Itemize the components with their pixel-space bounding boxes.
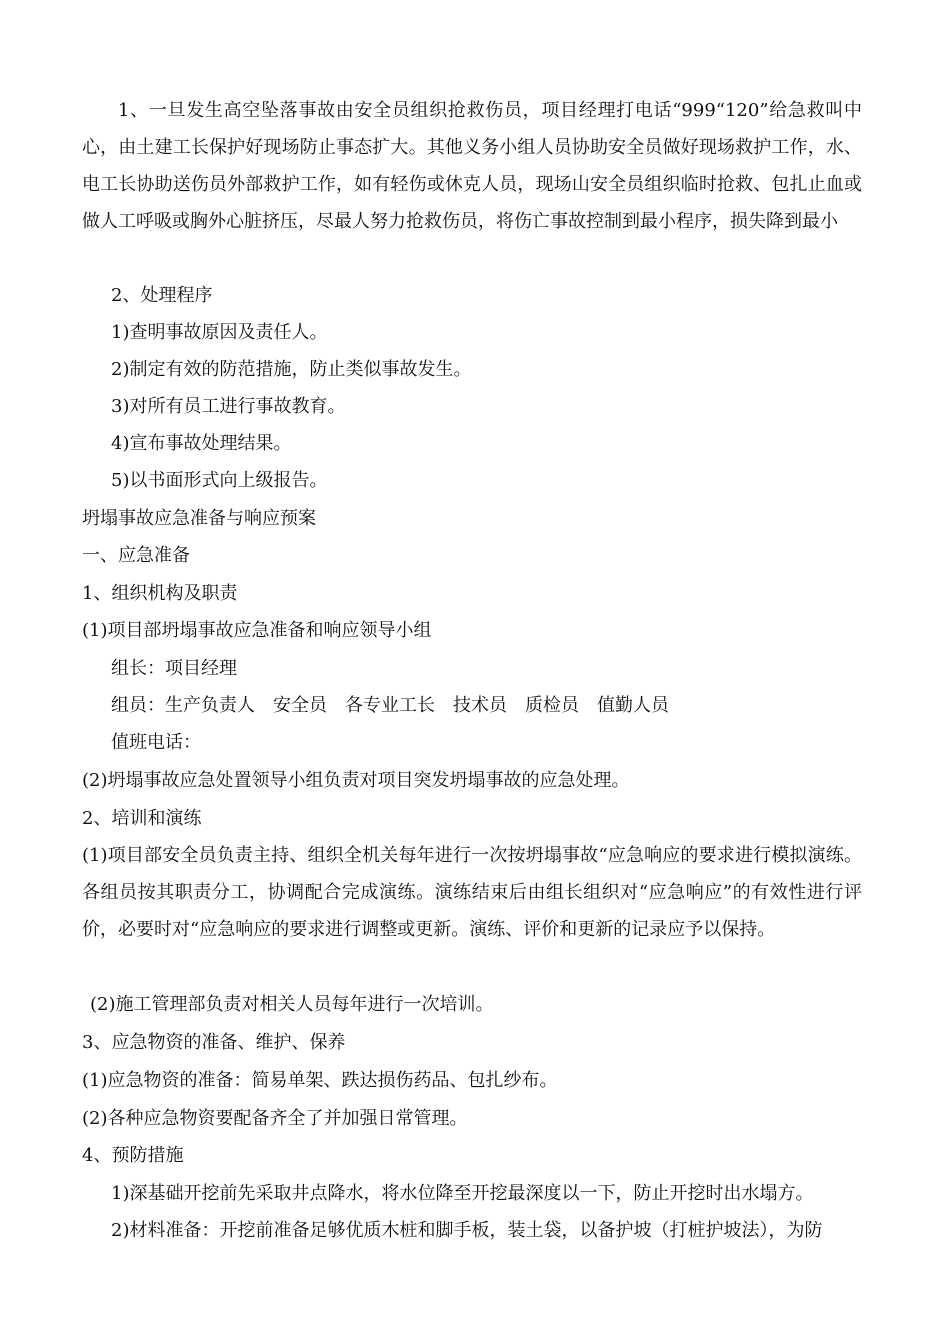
heading-training-drill: 2、培训和演练 bbox=[82, 808, 202, 829]
paragraph-drill: (1)项目部安全员负责主持、组织全机关每年进行一次按坍塌事故“应急响应的要求进行模拟演练。各组员按其职责分工，协调配合完成演练。演练结束后由组长组织对“应急响应”的有效性进行评价，必要时对“应急响应的要求进行调整或更新。演练、评价和更新的记录应予以保持。 bbox=[82, 845, 862, 940]
list-item-4: 4)宣布事故处理结果。 bbox=[111, 433, 292, 454]
prevention-item-2: 2)材料准备：开挖前准备足够优质木桩和脚手板，装土袋，以备护坡（打桩护坡法），为防 bbox=[111, 1220, 823, 1241]
group-members: 组员：生产负责人 安全员 各专业工长 技术员 质检员 值勤人员 bbox=[111, 695, 669, 716]
heading-prevention: 4、预防措施 bbox=[82, 1145, 184, 1166]
heading-organization: 1、组织机构及职责 bbox=[82, 583, 238, 604]
duty-phone: 值班电话： bbox=[111, 732, 201, 753]
item-leadership-group: (1)项目部坍塌事故应急准备和响应领导小组 bbox=[82, 620, 432, 641]
prevention-item-1: 1)深基础开挖前先采取井点降水，将水位降至开挖最深度以一下，防止开挖时出水塌方。 bbox=[111, 1183, 814, 1204]
list-item-3: 3)对所有员工进行事故教育。 bbox=[111, 396, 346, 417]
section-title-collapse-plan: 坍塌事故应急准备与响应预案 bbox=[82, 508, 316, 529]
list-item-2: 2)制定有效的防范措施，防止类似事故发生。 bbox=[111, 359, 472, 380]
list-item-5: 5)以书面形式向上级报告。 bbox=[111, 470, 328, 491]
heading-emergency-supplies: 3、应急物资的准备、维护、保养 bbox=[82, 1032, 346, 1053]
paragraph-fall-accident-rescue: 1、一旦发生高空坠落事故由安全员组织抢救伤员，项目经理打电话“999“120”给急救叫中心，由土建工长保护好现场防止事态扩大。其他义务小组人员协助安全员做好现场救护工作，水、电工长协助送伤员外部救护工作，如有轻伤或休克人员，现场山安全员组织临时抢救、包扎止血或做人工呼吸或胸外心脏挤压，尽最人努力抢救伤员，将伤亡事故控制到最小程序，损失降到最小 bbox=[82, 100, 862, 232]
heading-emergency-preparation: 一、应急准备 bbox=[82, 545, 190, 566]
paragraph-training: (2)施工管理部负责对相关人员每年进行一次培训。 bbox=[90, 994, 494, 1015]
item-supplies-management: (2)各种应急物资要配备齐全了并加强日常管理。 bbox=[82, 1108, 468, 1129]
list-item-1: 1)查明事故原因及责任人。 bbox=[111, 322, 328, 343]
item-disposal-group: (2)坍塌事故应急处置领导小组负责对项目突发坍塌事故的应急处理。 bbox=[82, 770, 630, 791]
item-supplies-preparation: (1)应急物资的准备：简易单架、跌达损伤药品、包扎纱布。 bbox=[82, 1070, 558, 1091]
heading-handling-procedure: 2、处理程序 bbox=[111, 285, 213, 306]
group-leader: 组长：项目经理 bbox=[111, 658, 237, 679]
